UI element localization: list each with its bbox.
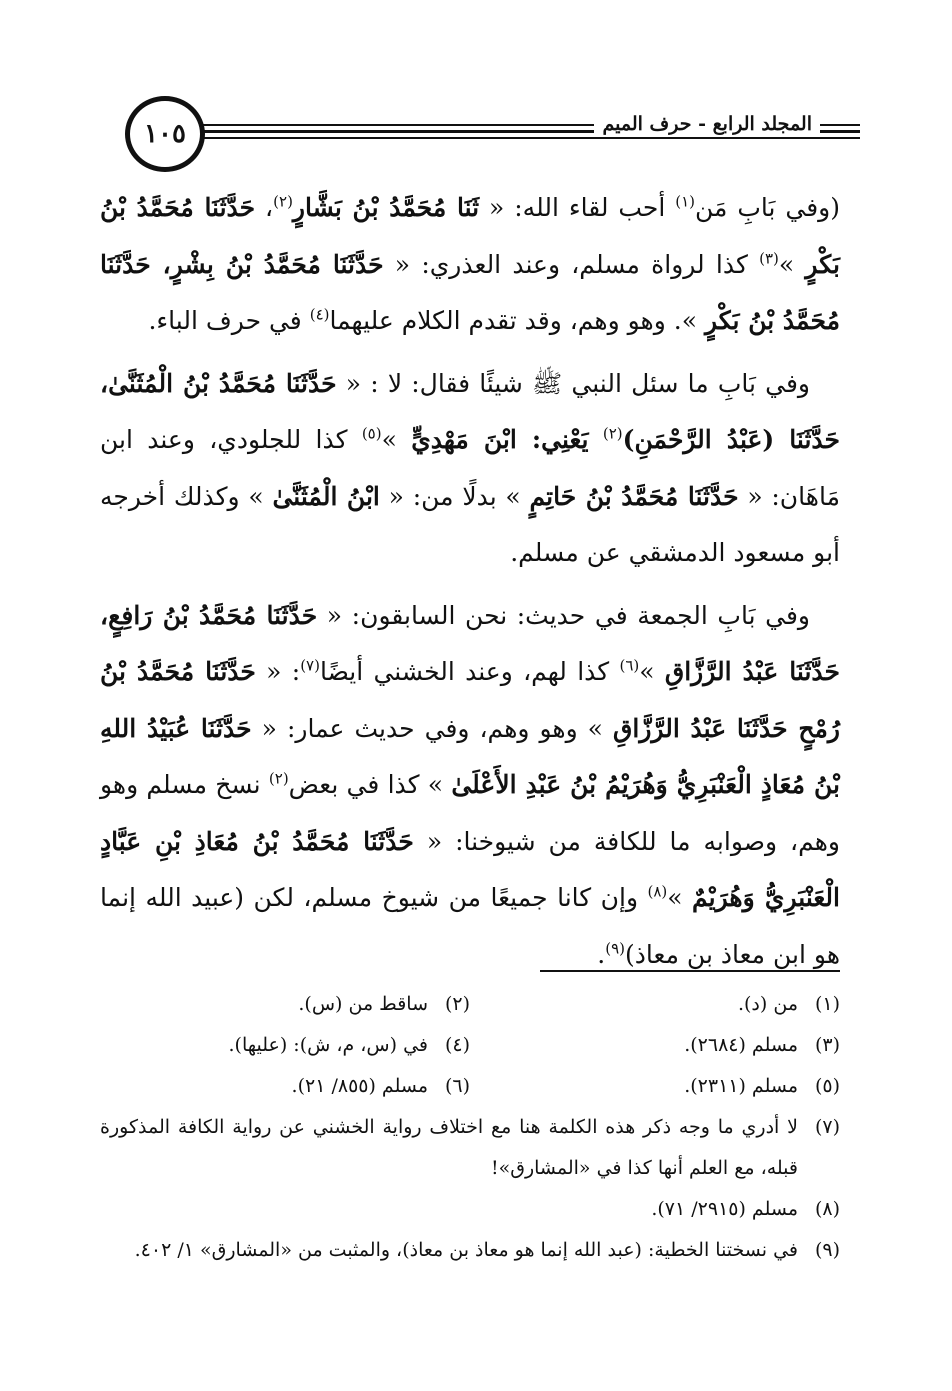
paragraph: (وفي بَابِ مَن$^{(١)}$ أحب لقاء الله: « ثَنَا مُحَمَّدُ بْنُ بَشَّارٍ$^{(٢)}$، حَدَّثَنَا مُحَمَّدُ بْنُ بَكْرٍ »$^{(٣)}$ كذا لرواة مسلم، وعند العذري: « حَدَّثَنَا مُحَمَّدُ بْنُ بِشْرٍ، حَدَّثَنَا مُحَمَّدُ بْنُ بَكْرٍ ». وهو وهم، وقد تقدم الكلام عليهما$^{(٤)}$ في حرف الباء. [100, 192, 841, 335]
footnotes [100, 984, 840, 1271]
footnote: (٨) مسلم (٢٩١٥/ ٧١). [651, 1198, 840, 1220]
page-header [100, 96, 860, 176]
footnote: (٧) لا أدري ما وجه ذكر هذه الكلمة هنا مع اختلاف رواية الخشني عن رواية الكافة المذكورة قبله، مع العلم أنها كذا في «المشارق»! [100, 1116, 840, 1179]
footnote: (٦)مسلم (٨٥٥/ ٢١). [291, 1075, 470, 1097]
footnote: (٩) في نسختنا الخطية: (عبد الله إنما هو معاذ بن معاذ)، والمثبت من «المشارق» ١/ ٤٠٢. [134, 1239, 840, 1261]
footnote: (٥)مسلم (٢٣١١). [684, 1075, 840, 1097]
paragraph: وفي بَابِ ما سئل النبي ﷺ شيئًا فقال: لا : « حَدَّثَنَا مُحَمَّدُ بْنُ الْمُثَنَّىٰ، حَدَّثَنَا (عَبْدُ الرَّحْمَنِ)$^{(٢)}$ يَعْنِي: ابْنَ مَهْدِيٍّ »$^{(٥)}$ كذا للجلودي، وعند ابن مَاهَان: « حَدَّثَنَا مُحَمَّدُ بْنُ حَاتِمٍ » بدلًا من: « ابْنُ الْمُثَنَّىٰ » وكذلك أخرجه أبو مسعود الدمشقي عن مسلم. [100, 368, 840, 567]
footnote: (١)من (د). [737, 993, 840, 1015]
footnote: (٣)مسلم (٢٦٨٤). [684, 1034, 840, 1056]
page-number: ١٠٥ [125, 96, 205, 172]
footnote: (٤)في (س، م، ش): (عليها). [228, 1034, 470, 1056]
header-rule [195, 137, 860, 139]
paragraph: وفي بَابِ الجمعة في حديث: نحن السابقون: « حَدَّثَنَا مُحَمَّدُ بْنُ رَافِعٍ، حَدَّثَنَا عَبْدُ الرَّزَّاقِ »$^{(٦)}$ كذا لهم، وعند الخشني أيضًا$^{(٧)}$: « حَدَّثَنَا مُحَمَّدُ بْنُ رُمْحٍ حَدَّثَنَا عَبْدُ الرَّزَّاقِ » وهو وهم، وفي حديث عمار: « حَدَّثَنَا عُبَيْدُ اللهِ بْنُ مُعَاذٍ الْعَنْبَرِيُّ وَهُرَيْمُ بْنُ عَبْدِ الأَعْلَىٰ » كذا في بعض$^{(٢)}$ نسخ مسلم وهو وهم، وصوابه ما للكافة من شيوخنا: « حَدَّثَنَا مُحَمَّدُ بْنُ مُعَاذِ بْنِ عَبَّادٍ الْعَنْبَرِيُّ وَهُرَيْمٌ »$^{(٨)}$ وإن كانا جميعًا من شيوخ مسلم، لكن (عبيد الله إنما هو ابن معاذ بن معاذ)$^{(٩)}$. [100, 600, 840, 969]
footnote: (٢)ساقط من (س). [298, 993, 470, 1015]
running-title: المجلد الرابع - حرف الميم [594, 113, 820, 135]
footnote-separator [540, 970, 840, 972]
main-text [100, 180, 840, 983]
